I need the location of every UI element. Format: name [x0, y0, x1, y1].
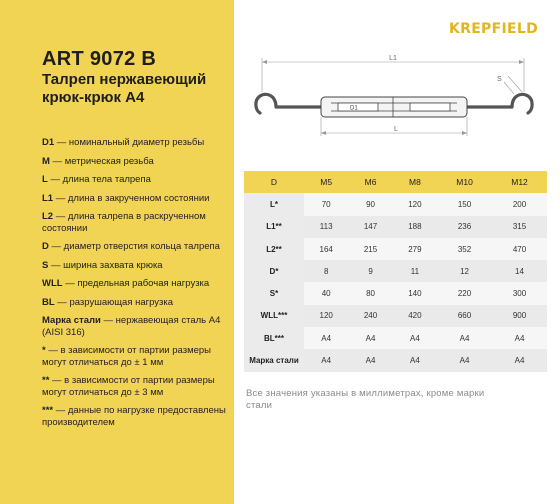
l-label: L	[394, 126, 398, 133]
table-cell: 14	[492, 260, 547, 282]
definition-text: — данные по нагрузке предоставлены производителем	[42, 405, 226, 428]
definition-term: S	[42, 259, 49, 271]
definition-text: — в зависимости от партии размеры могут отличаться до ± 1 мм	[42, 345, 211, 368]
table-row-header: L2**	[244, 238, 304, 260]
definition-item	[42, 405, 232, 428]
definition-item	[42, 174, 232, 186]
definition-term: ***	[42, 405, 54, 416]
table-cell: 147	[348, 216, 392, 238]
definition-text: — предельная рабочая нагрузка	[62, 278, 210, 289]
table-header-cell: M10	[437, 171, 492, 193]
definition-text: — нержавеющая сталь А4 (AISI 316)	[42, 315, 221, 338]
table-row	[244, 282, 547, 304]
definition-item	[42, 297, 232, 309]
definition-text: — длина тела талрепа	[47, 174, 151, 185]
table-row	[244, 216, 547, 238]
table-row	[244, 260, 547, 282]
table-cell: 8	[304, 260, 348, 282]
definition-term: Марка стали	[42, 315, 101, 326]
table-header-cell: M5	[304, 171, 348, 193]
table-row-header: D*	[244, 260, 304, 282]
table-cell: 9	[348, 260, 392, 282]
definition-term: L2	[42, 211, 54, 222]
table-cell: A4	[393, 349, 437, 371]
table-header-cell: M12	[492, 171, 547, 193]
brand-logo: KREPFIELD	[448, 21, 538, 37]
table-row	[244, 193, 547, 215]
l1-label: L1	[389, 55, 397, 62]
table-header-cell: M6	[348, 171, 392, 193]
table-cell: 300	[492, 282, 547, 304]
table-cell: 164	[304, 238, 348, 260]
s-label: S	[497, 76, 502, 83]
footnote: Все значения указаны в миллиметрах, кроме марки стали	[246, 388, 485, 411]
table-cell: 12	[437, 260, 492, 282]
table-header-row	[244, 171, 547, 193]
definition-text: — длина талрепа в раскрученном состоянии	[42, 211, 206, 234]
definition-item	[42, 375, 232, 398]
definition-term: WLL	[42, 278, 63, 289]
table-header-cell: D	[244, 171, 304, 193]
table-cell: 279	[393, 238, 437, 260]
definition-text: — длина в закрученном состоянии	[53, 192, 210, 204]
table-cell: 236	[437, 216, 492, 238]
definition-item	[42, 345, 232, 368]
definition-item	[42, 278, 232, 290]
table-row	[244, 349, 547, 371]
table-cell: 900	[492, 305, 547, 327]
table-cell: 352	[437, 238, 492, 260]
left-hook	[256, 94, 276, 113]
table-row-header: BL***	[244, 327, 304, 349]
table-cell: 420	[393, 305, 437, 327]
definition-term: D	[42, 241, 49, 252]
table-cell: 240	[348, 305, 392, 327]
table-row-header: Марка стали	[244, 349, 304, 371]
table-cell: 90	[348, 193, 392, 215]
definition-item	[42, 260, 232, 272]
turnbuckle-diagram	[246, 52, 546, 147]
definitions-list	[42, 137, 232, 435]
table-cell: 470	[492, 238, 547, 260]
table-cell: A4	[437, 327, 492, 349]
table-cell: 150	[437, 193, 492, 215]
table-cell: 40	[304, 282, 348, 304]
yellow-info-panel	[0, 0, 234, 504]
table-cell: A4	[492, 327, 547, 349]
table-cell: 215	[348, 238, 392, 260]
definition-term: L	[42, 174, 48, 185]
table-cell: 120	[393, 193, 437, 215]
table-row	[244, 238, 547, 260]
table-cell: 188	[393, 216, 437, 238]
definition-item	[42, 156, 232, 168]
table-row-header: L*	[244, 193, 304, 215]
table-row-header: L1**	[244, 216, 304, 238]
table-cell: 70	[304, 193, 348, 215]
table-row	[244, 327, 547, 349]
definition-term: D1	[42, 137, 55, 148]
definition-text: — диаметр отверстия кольца талрепа	[48, 241, 220, 252]
definition-term: M	[42, 155, 50, 167]
product-subtitle: Талреп нержавеющий крюк-крюк А4	[42, 71, 207, 106]
table-cell: A4	[304, 349, 348, 371]
definition-item	[42, 315, 232, 338]
table-cell: 200	[492, 193, 547, 215]
table-cell: 140	[393, 282, 437, 304]
definition-item	[42, 241, 232, 253]
definition-term: *	[42, 345, 46, 356]
page-title: ART 9072 B	[42, 48, 157, 70]
table-row	[244, 305, 547, 327]
table-cell: A4	[437, 349, 492, 371]
spec-table	[244, 171, 547, 372]
table-cell: 315	[492, 216, 547, 238]
table-cell: 80	[348, 282, 392, 304]
table-cell: A4	[492, 349, 547, 371]
table-cell: 120	[304, 305, 348, 327]
right-hook	[512, 94, 532, 113]
table-row-header: WLL***	[244, 305, 304, 327]
definition-text: — ширина захвата крюка	[48, 259, 163, 271]
table-cell: 113	[304, 216, 348, 238]
table-cell: A4	[393, 327, 437, 349]
table-cell: A4	[304, 327, 348, 349]
definition-term: **	[42, 375, 50, 386]
d1-label: D1	[350, 105, 358, 112]
definition-item	[42, 137, 232, 149]
table-cell: A4	[348, 327, 392, 349]
definition-text: — разрушающая нагрузка	[54, 296, 174, 308]
definition-text: — в зависимости от партии размеры могут отличаться до ± 3 мм	[42, 375, 215, 398]
definition-text: — метрическая резьба	[49, 155, 154, 167]
table-header-cell: M8	[393, 171, 437, 193]
table-cell: A4	[348, 349, 392, 371]
definition-term: L1	[42, 192, 54, 204]
definition-item	[42, 193, 232, 205]
definition-term: BL	[42, 296, 55, 308]
table-row-header: S*	[244, 282, 304, 304]
table-cell: 660	[437, 305, 492, 327]
table-cell: 11	[393, 260, 437, 282]
definition-item	[42, 211, 232, 234]
table-cell: 220	[437, 282, 492, 304]
definition-text: — номинальный диаметр резьбы	[54, 137, 205, 148]
